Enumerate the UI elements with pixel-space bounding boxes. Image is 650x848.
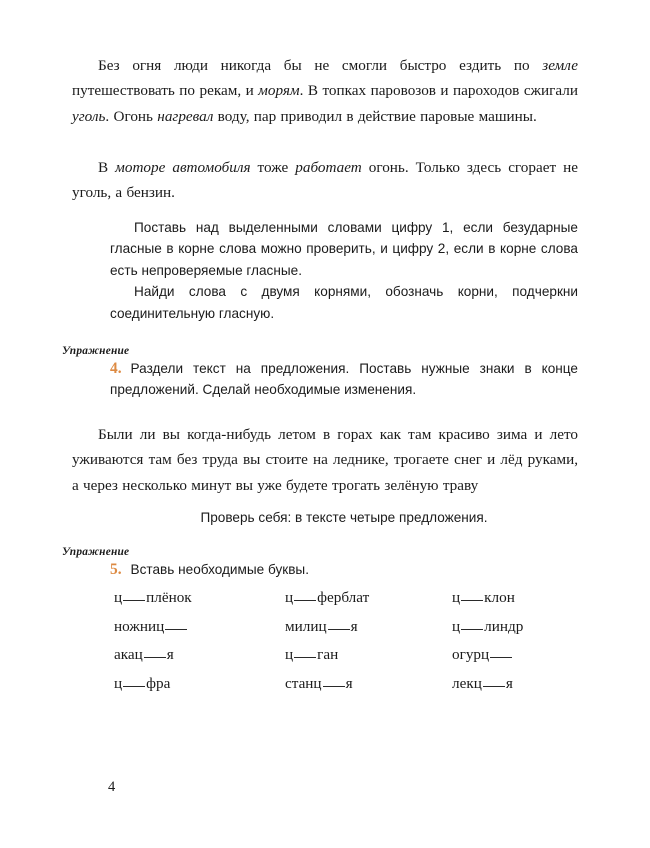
word-suffix: ган: [317, 646, 339, 663]
page-number: 4: [108, 779, 116, 795]
exercise-5-kicker: Упражнение: [62, 546, 130, 558]
task-instructions-block: [110, 217, 578, 324]
word-suffix: фра: [146, 674, 171, 692]
word-prefix: акац: [114, 646, 143, 663]
text-run: путешествовать по рекам, и: [72, 82, 259, 100]
word-prefix: станц: [285, 674, 322, 692]
exercise-4-instruction-text: Раздели текст на предложения. Поставь нужные знаки в конце предложений. Сделай необходимые изменения.: [110, 361, 578, 398]
word-blank-item[interactable]: [114, 645, 285, 665]
word-blank-item[interactable]: [114, 588, 285, 608]
word-blank-item[interactable]: [114, 674, 285, 694]
word-grid-row: [114, 645, 584, 674]
letter-blank[interactable]: [144, 657, 166, 658]
check-yourself-note: Проверь себя: в тексте четыре предложения.: [200, 510, 488, 525]
letter-blank[interactable]: [165, 629, 187, 630]
letter-blank[interactable]: [294, 657, 316, 658]
text-run: огонь. Только здесь сгорает не уголь, а бензин.: [72, 159, 578, 202]
word-suffix: клон: [484, 589, 515, 606]
task-instruction-line-2: Найди слова с двумя корнями, обозначь корни, подчеркни соединительную гласную.: [110, 284, 578, 321]
word-suffix: я: [345, 674, 353, 692]
word-grid-row: [114, 674, 584, 703]
exercise-4-text: Были ли вы когда-нибудь летом в горах как там красиво зима и лето уживаются там без труда вы стоите на леднике, трогаете снег и лёд руками, а через несколько минут вы уже будете трогать зелёную траву: [72, 426, 578, 494]
text-run: Без огня люди никогда бы не смогли быстро ездить по: [98, 57, 543, 74]
word-prefix: огурц: [452, 646, 490, 663]
emphasized-word: нагревал: [157, 107, 214, 125]
word-prefix: ц: [285, 646, 294, 663]
word-blank-item[interactable]: [285, 674, 452, 694]
word-suffix: ферблат: [317, 589, 370, 606]
word-prefix: ножниц: [114, 617, 165, 635]
word-blank-item[interactable]: [285, 588, 452, 608]
word-suffix: я: [350, 617, 358, 635]
word-blank-item[interactable]: [114, 617, 285, 637]
word-blank-item[interactable]: [452, 617, 584, 637]
letter-blank[interactable]: [461, 600, 483, 601]
text-run: . Огонь: [105, 107, 158, 125]
emphasized-word: работает: [295, 159, 362, 176]
exercise-5-instruction-text: Вставь необходимые буквы.: [130, 562, 309, 577]
word-blank-item[interactable]: [285, 645, 452, 665]
exercise-4-number: 4.: [110, 360, 122, 377]
exercise-4-instruction: [110, 358, 578, 401]
word-prefix: милиц: [285, 617, 327, 635]
letter-blank[interactable]: [323, 686, 345, 687]
emphasized-word: земле: [542, 57, 578, 74]
word-grid-row: [114, 588, 584, 617]
letter-blank[interactable]: [490, 657, 512, 658]
word-suffix: линдр: [484, 617, 524, 635]
emphasized-word: уголь: [72, 107, 106, 125]
task-instruction-line-1: Поставь над выделенными словами цифру 1, если безударные гласные в корне слова можно проверить, и цифру 2, если в корне слова есть непроверяемые гласные.: [110, 220, 578, 278]
word-prefix: ц: [452, 617, 461, 635]
letter-blank[interactable]: [461, 629, 483, 630]
text-run: В: [98, 159, 116, 176]
word-prefix: ц: [452, 589, 461, 606]
text-run: тоже: [250, 159, 296, 176]
text-run: . В топках паровозов и пароходов сжигали: [299, 82, 578, 100]
emphasized-word: моторе автомобиля: [115, 159, 251, 176]
word-blank-item[interactable]: [285, 617, 452, 637]
letter-blank[interactable]: [294, 600, 316, 601]
letter-blank[interactable]: [483, 686, 505, 687]
letter-blank[interactable]: [328, 629, 350, 630]
emphasized-word: морям: [258, 82, 300, 100]
word-grid-row: [114, 617, 584, 646]
text-run: воду, пар приводил в действие паровые машины.: [213, 107, 537, 125]
body-paragraph-2: [72, 155, 578, 206]
letter-blank[interactable]: [123, 600, 145, 601]
word-suffix: я: [166, 646, 174, 663]
word-suffix: плёнок: [146, 589, 192, 606]
word-suffix: я: [505, 674, 513, 692]
fill-in-word-grid: [114, 588, 584, 702]
body-paragraph-1: [72, 53, 578, 129]
word-prefix: ц: [114, 589, 123, 606]
word-blank-item[interactable]: [452, 588, 584, 608]
word-blank-item[interactable]: [452, 645, 584, 665]
exercise-4-block: [110, 358, 578, 401]
exercise-5-instruction: [110, 559, 578, 580]
exercise-5-block: [110, 559, 578, 580]
exercise-5-number: 5.: [110, 561, 122, 578]
word-prefix: ц: [114, 674, 123, 692]
exercise-4-kicker: Упражнение: [62, 345, 130, 357]
word-prefix: лекц: [452, 674, 482, 692]
word-prefix: ц: [285, 589, 294, 606]
letter-blank[interactable]: [123, 686, 145, 687]
word-blank-item[interactable]: [452, 674, 584, 694]
